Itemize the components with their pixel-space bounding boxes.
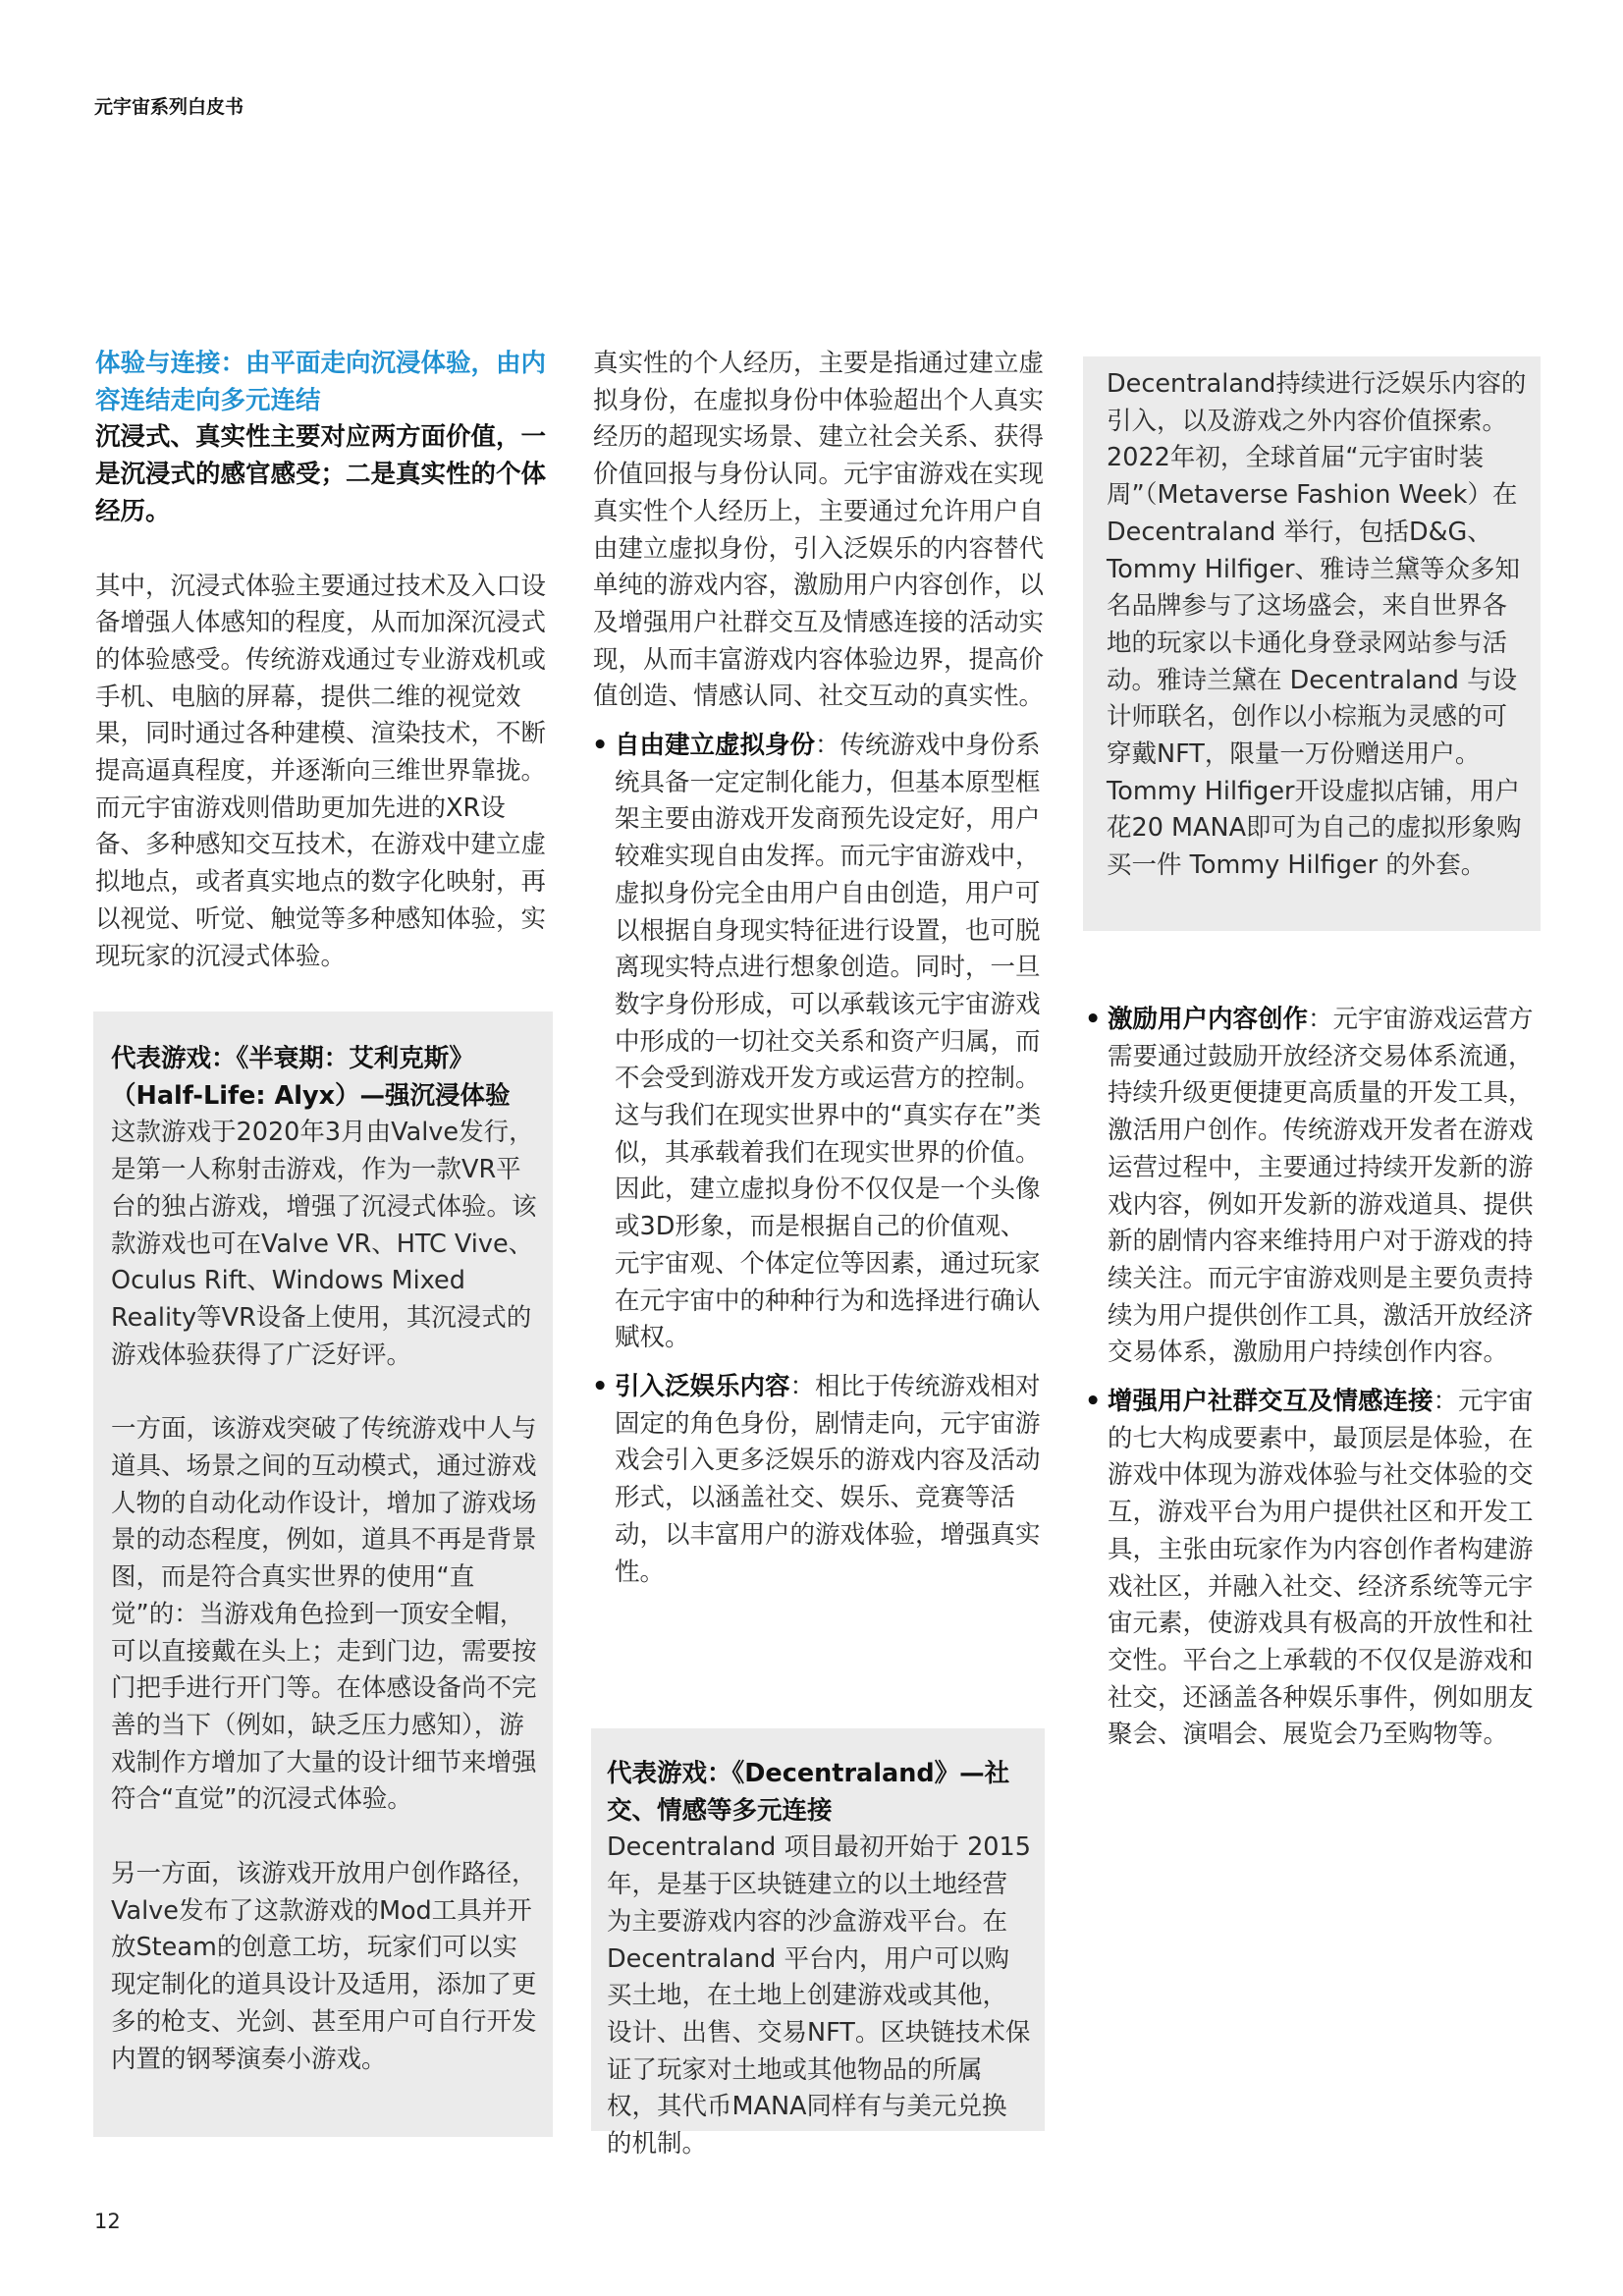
section-subheading: 沉浸式、真实性主要对应两方面价值，一是沉浸式的感官感受；二是真实性的个体经历。: [95, 422, 547, 526]
bullet-item: [1086, 1002, 1543, 1372]
body-paragraph: 其中，沉浸式体验主要通过技术及入口设备增强人体感知的程度，从而加深沉浸式的体验感受。传统游戏通过专业游戏机或手机、电脑的屏幕，提供二维的视觉效果，同时通过各种建模、渲染技术，不断提高逼真程度，并逐渐向三维世界靠拢。而元宇宙游戏则借助更加先进的XR设备、多种感知交互技术，在游戏中建立虚拟地点，或者真实地点的数字化映射，再以视觉、听觉、触觉等多种感知体验，实现玩家的沉浸式体验。: [95, 571, 547, 971]
case-box-title: 代表游戏：《半衰期：艾利克斯》（Half-Life: Alyx）—强沉浸体验: [111, 1044, 511, 1111]
case-box-paragraph: 一方面，该游戏突破了传统游戏中人与道具、场景之间的互动模式，通过游戏人物的自动化动作设计，增加了游戏场景的动态程度，例如，道具不再是背景图，而是符合真实世界的使用“直觉”的：当游戏角色捡到一顶安全帽，可以直接戴在头上；走到门边，需要按门把手进行开门等。在体感设备尚不完善的当下（例如，缺乏压力感知），游戏制作方增加了大量的设计细节来增强符合“直觉”的沉浸式体验。: [111, 1414, 537, 1815]
case-box-decentraland: [591, 1728, 1045, 2159]
case-box-half-life-alyx: [93, 1011, 553, 2137]
section-heading: 体验与连接：由平面走向沉浸体验，由内容连结走向多元连结: [95, 349, 547, 415]
document-header: 元宇宙系列白皮书: [94, 96, 244, 118]
column-middle: [593, 346, 1045, 1591]
case-box-paragraph: 另一方面，该游戏开放用户创作路径，Valve发布了这款游戏的Mod工具并开放Steam的创意工坊，玩家们可以实现定制化的道具设计及适用，添加了更多的枪支、光剑、甚至用户可自行开发内置的钢琴演奏小游戏。: [111, 1859, 537, 2074]
bullet-text: ：传统游戏中身份系统具备一定定制化能力，但基本原型框架主要由游戏开发商预先设定好，用户较难实现自由发挥。而元宇宙游戏中，虚拟身份完全由用户自由创造，用户可以根据自身现实特征进行设置，也可脱离现实特点进行想象创造。同时，一旦数字身份形成，可以承载该元宇宙游戏中形成的一切社交关系和资产归属，而不会受到游戏开发方或运营方的控制。这与我们在现实世界中的“真实存在”类似，其承载着我们在现实世界的价值。因此，建立虚拟身份不仅仅是一个头像或3D形象，而是根据自己的价值观、元宇宙观、个体定位等因素，通过玩家在元宇宙中的种种行为和选择进行确认赋权。: [615, 731, 1042, 1353]
bullet-text: ：元宇宙游戏运营方需要通过鼓励开放经济交易体系流通，持续升级更便捷更高质量的开发工具，激活用户创作。传统游戏开发者在游戏运营过程中，主要通过持续开发新的游戏内容，例如开发新的游戏道具、提供新的剧情内容来维持用户对于游戏的持续关注。而元宇宙游戏则是主要负责持续为用户提供创作工具，激活开放经济交易体系，激励用户持续创作内容。: [1108, 1005, 1534, 1368]
bullet-title: 引入泛娱乐内容: [615, 1371, 790, 1401]
case-box-decentraland-continued: [1083, 356, 1541, 931]
bullet-text: ：元宇宙的七大构成要素中，最顶层是体验，在游戏中体现为游戏体验与社交体验的交互，游戏平台为用户提供社区和开发工具，主张由玩家作为内容创作者构建游戏社区，并融入社交、经济系统等元宇宙元素，使游戏具有极高的开放性和社交性。平台之上承载的不仅仅是游戏和社交，还涵盖各种娱乐事件，例如朋友聚会、演唱会、展览会乃至购物等。: [1108, 1387, 1534, 1750]
bullet-list: [1086, 1002, 1543, 1754]
case-box-title: 代表游戏：《Decentraland》—社交、情感等多元连接: [607, 1759, 1010, 1826]
column-left: [95, 346, 553, 975]
bullet-item: [1086, 1384, 1543, 1754]
case-box-paragraph: Decentraland 项目最初开始于 2015 年，是基于区块链建立的以土地经营为主要游戏内容的沙盒游戏平台。在Decentraland 平台内，用户可以购买土地，在土地上创建游戏或其他，设计、出售、交易NFT。区块链技术保证了玩家对土地或其他物品的所属权，其代币MANA同样有与美元兑换的机制。: [607, 1832, 1031, 2159]
bullet-title: 增强用户社群交互及情感连接: [1108, 1387, 1434, 1417]
case-box-paragraph: 这款游戏于2020年3月由Valve发行，是第一人称射击游戏，作为一款VR平台的独占游戏，增强了沉浸式体验。该款游戏也可在Valve VR、HTC Vive、Oculus Rift、Windows Mixed Reality等VR设备上使用，其沉浸式的游戏体验获得了广泛好评。: [111, 1118, 537, 1370]
bullet-text: ：相比于传统游戏相对固定的角色身份，剧情走向，元宇宙游戏会引入更多泛娱乐的游戏内容及活动形式，以涵盖社交、娱乐、竞赛等活动，以丰富用户的游戏体验，增强真实性。: [615, 1371, 1041, 1587]
spacer: [95, 531, 553, 569]
bullet-title: 自由建立虚拟身份: [615, 731, 816, 761]
bullet-list: [593, 728, 1045, 1591]
bullet-title: 激励用户内容创作: [1108, 1005, 1309, 1034]
spacer: [111, 1819, 539, 1856]
page-number: 12: [94, 2210, 121, 2233]
case-box-paragraph: Decentraland持续进行泛娱乐内容的引入，以及游戏之外内容价值探索。2022年初，全球首届“元宇宙时装周”（Metaverse Fashion Week）在Decentraland 举行，包括D&G、Tommy Hilfiger、雅诗兰黛等众多知名品牌参与了这场盛会，来自世界各地的玩家以卡通化身登录网站参与活动。雅诗兰黛在 Decentraland 与设计师联名，创作以小棕瓶为灵感的可穿戴NFT，限量一万份赠送用户。Tommy Hilfiger开设虚拟店铺，用户花20 MANA即可为自己的虚拟形象购买一件 Tommy Hilfiger 的外套。: [1107, 369, 1527, 881]
bullet-item: [593, 1369, 1045, 1591]
column-right: [1086, 1002, 1543, 1754]
spacer: [111, 1374, 539, 1411]
bullet-item: [593, 728, 1045, 1357]
body-paragraph: 真实性的个人经历，主要是指通过建立虚拟身份，在虚拟身份中体验超出个人真实经历的超现实场景、建立社会关系、获得价值回报与身份认同。元宇宙游戏在实现真实性个人经历上，主要通过允许用户自由建立虚拟身份，引入泛娱乐的内容替代单纯的游戏内容，激励用户内容创作，以及增强用户社群交互及情感连接的活动实现，从而丰富游戏内容体验边界，提高价值创造、情感认同、社交互动的真实性。: [593, 349, 1045, 712]
